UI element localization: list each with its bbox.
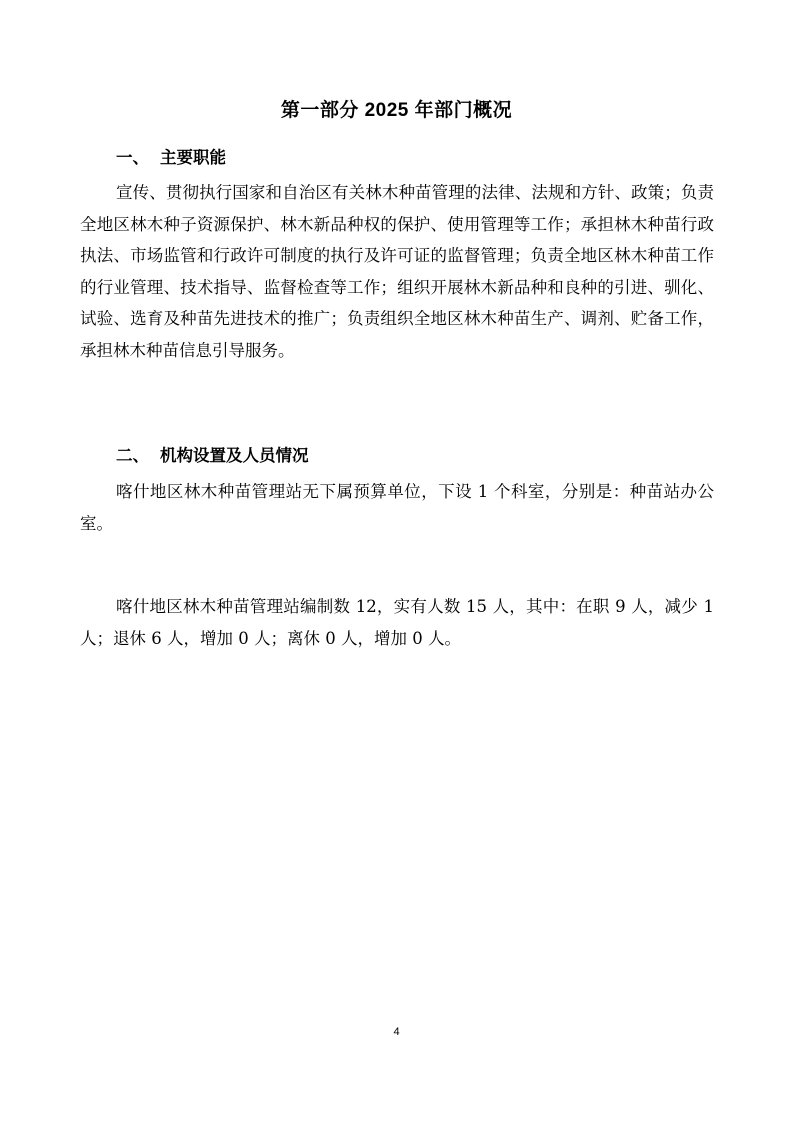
page-title: 第一部分 2025 年部门概况 — [280, 100, 513, 121]
section-number: 二、 — [116, 446, 149, 465]
staffing-paragraph: 喀什地区林木种苗管理站编制数 12，实有人数 15 人，其中：在职 9 人，减少 1 人；退休 6 人，增加 0 人；离休 0 人，增加 0 人。 — [80, 597, 714, 648]
section-heading-text: 机构设置及人员情况 — [160, 446, 309, 465]
organization-paragraph: 喀什地区林木种苗管理站无下属预算单位，下设 1 个科室，分别是：种苗站办公室。 — [80, 482, 714, 533]
section-number: 一、 — [116, 148, 149, 167]
section-heading-organization — [116, 444, 309, 468]
section-heading-text: 主要职能 — [160, 148, 226, 167]
main-functions-paragraph: 宣传、贯彻执行国家和自治区有关林木种苗管理的法律、法规和方针、政策；负责全地区林木种子资源保护、林木新品种权的保护、使用管理等工作；承担林木种苗行政执法、市场监管和行政许可制度的执行及许可证的监督管理；负责全地区林木种苗工作的行业管理、技术指导、监督检查等工作；组织开展林木新品种和良种的引进、驯化、试验、选育及种苗先进技术的推广；负责组织全地区林木种苗生产、调剂、贮备工作，承担林木种苗信息引导服务。 — [80, 183, 714, 360]
page-number: 4 — [393, 1026, 400, 1038]
section-heading-main-functions — [116, 146, 226, 170]
